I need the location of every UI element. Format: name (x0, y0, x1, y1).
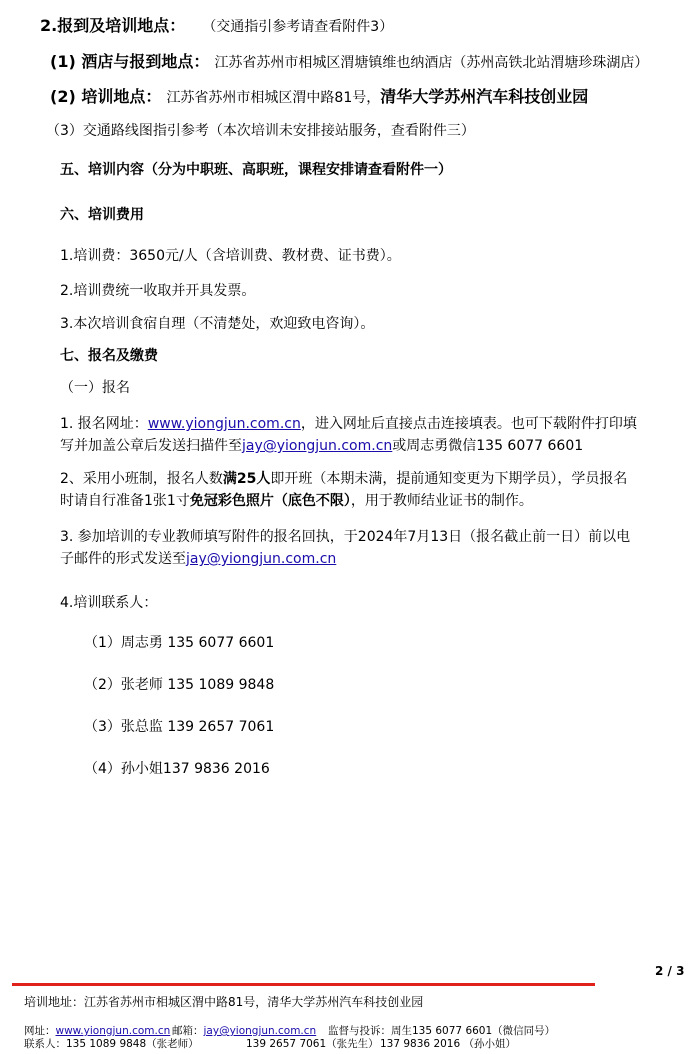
meals-line: 3.本次培训食宿自理（不清楚处，欢迎致电咨询）。 (60, 316, 375, 332)
hotel-line (50, 52, 648, 73)
email-link-1[interactable]: jay@yiongjun.com.cn (242, 438, 393, 454)
footer-address: 培训地址：江苏省苏州市相城区渭中路81号，清华大学苏州汽车科技创业园 (24, 995, 424, 1009)
page-number: 2 / 3 (655, 964, 685, 978)
footer-divider (12, 983, 595, 986)
footer-contact-2: 139 2657 7061（张先生） (246, 1038, 379, 1050)
item-3-line-1: 3. 参加培训的专业教师填写附件的报名回执，于2024年7月13日（报名截止前一日）前以电 (60, 529, 631, 545)
footer-mail-link[interactable]: jay@yiongjun.com.cn (203, 1025, 317, 1037)
item-2-text-c: 时请自行准备1张1寸 (60, 493, 190, 509)
footer-contacts (24, 1037, 199, 1051)
item-2-line-2 (60, 491, 533, 511)
footer-mail-label: 邮箱： (172, 1025, 204, 1037)
footer-site-label: 网址： (24, 1025, 56, 1037)
item-2-text-d: ，用于教师结业证书的制作。 (350, 493, 533, 509)
section-2-heading-line (40, 16, 393, 37)
section-5-title: 五、培训内容（分为中职班、高职班，课程安排请查看附件一） (60, 162, 452, 178)
item-2-bold-2: 免冠彩色照片（底色不限） (189, 493, 351, 509)
footer-mail-block (172, 1024, 316, 1038)
footer-line-1 (24, 1024, 170, 1038)
email-link-2[interactable]: jay@yiongjun.com.cn (186, 551, 337, 567)
venue-label: (2) 培训地点： (50, 87, 162, 106)
item-1-line-1 (60, 414, 637, 434)
item-2-text-a: 2、采用小班制，报名人数 (60, 471, 223, 487)
item-3-text-b: 子邮件的形式发送至 (60, 551, 186, 567)
footer-contact-3: 137 9836 2016 （孙小姐） (380, 1038, 516, 1050)
footer-contact-1: 135 1089 9848（张老师） (66, 1038, 199, 1050)
item-2-bold: 满25人 (222, 471, 271, 487)
venue-value: 江苏省苏州市相城区渭中路81号， (166, 90, 381, 106)
section-6-title: 六、培训费用 (60, 207, 144, 223)
fee-line: 1.培训费：3650元/人（含培训费、教材费、证书费）。 (60, 248, 401, 264)
item-1-text-c: 写并加盖公章后发送扫描件至 (60, 438, 242, 454)
footer-complaint: 监督与投诉：周生135 6077 6601（微信同号） (328, 1025, 556, 1037)
footer-site-link[interactable]: www.yiongjun.com.cn (55, 1025, 171, 1037)
contact-item: （2）张老师 135 1089 9848 (84, 677, 275, 693)
venue-bold: 清华大学苏州汽车科技创业园 (380, 87, 589, 106)
footer-contact-label: 联系人： (24, 1038, 66, 1050)
item-1-text-a: 1. 报名网址： (60, 416, 148, 432)
hotel-value: 江苏省苏州市相城区渭塘镇维也纳酒店（苏州高铁北站渭塘珍珠湖店） (214, 55, 649, 71)
contact-item: （1）周志勇 135 6077 6601 (84, 635, 275, 651)
contact-item: （3）张总监 139 2657 7061 (84, 719, 275, 735)
item-2-line-1 (60, 469, 627, 489)
item-2-text-b: 即开班（本期未满，提前通知变更为下期学员），学员报名 (270, 471, 628, 487)
section-2-heading: 2.报到及培训地点： (40, 16, 186, 35)
item-3-line-2 (60, 549, 336, 569)
contacts-title: 4.培训联系人： (60, 595, 158, 611)
venue-line (50, 87, 588, 108)
item-1-line-2 (60, 436, 583, 456)
invoice-line: 2.培训费统一收取并开具发票。 (60, 283, 256, 299)
section-2-note: （交通指引参考请查看附件3） (202, 19, 394, 35)
hotel-label: (1) 酒店与报到地点： (50, 52, 210, 71)
item-1-text-b: ，进入网址后直接点击连接填表。也可下载附件打印填 (300, 416, 637, 432)
registration-subtitle: （一）报名 (60, 380, 130, 396)
item-1-text-d: 或周志勇微信135 6077 6601 (392, 438, 584, 454)
registration-url-link[interactable]: www.yiongjun.com.cn (147, 416, 301, 432)
route-line: （3）交通路线图指引参考（本次培训未安排接站服务，查看附件三） (46, 123, 475, 139)
contact-item: （4）孙小姐137 9836 2016 (84, 761, 270, 777)
section-7-title: 七、报名及缴费 (60, 348, 158, 364)
